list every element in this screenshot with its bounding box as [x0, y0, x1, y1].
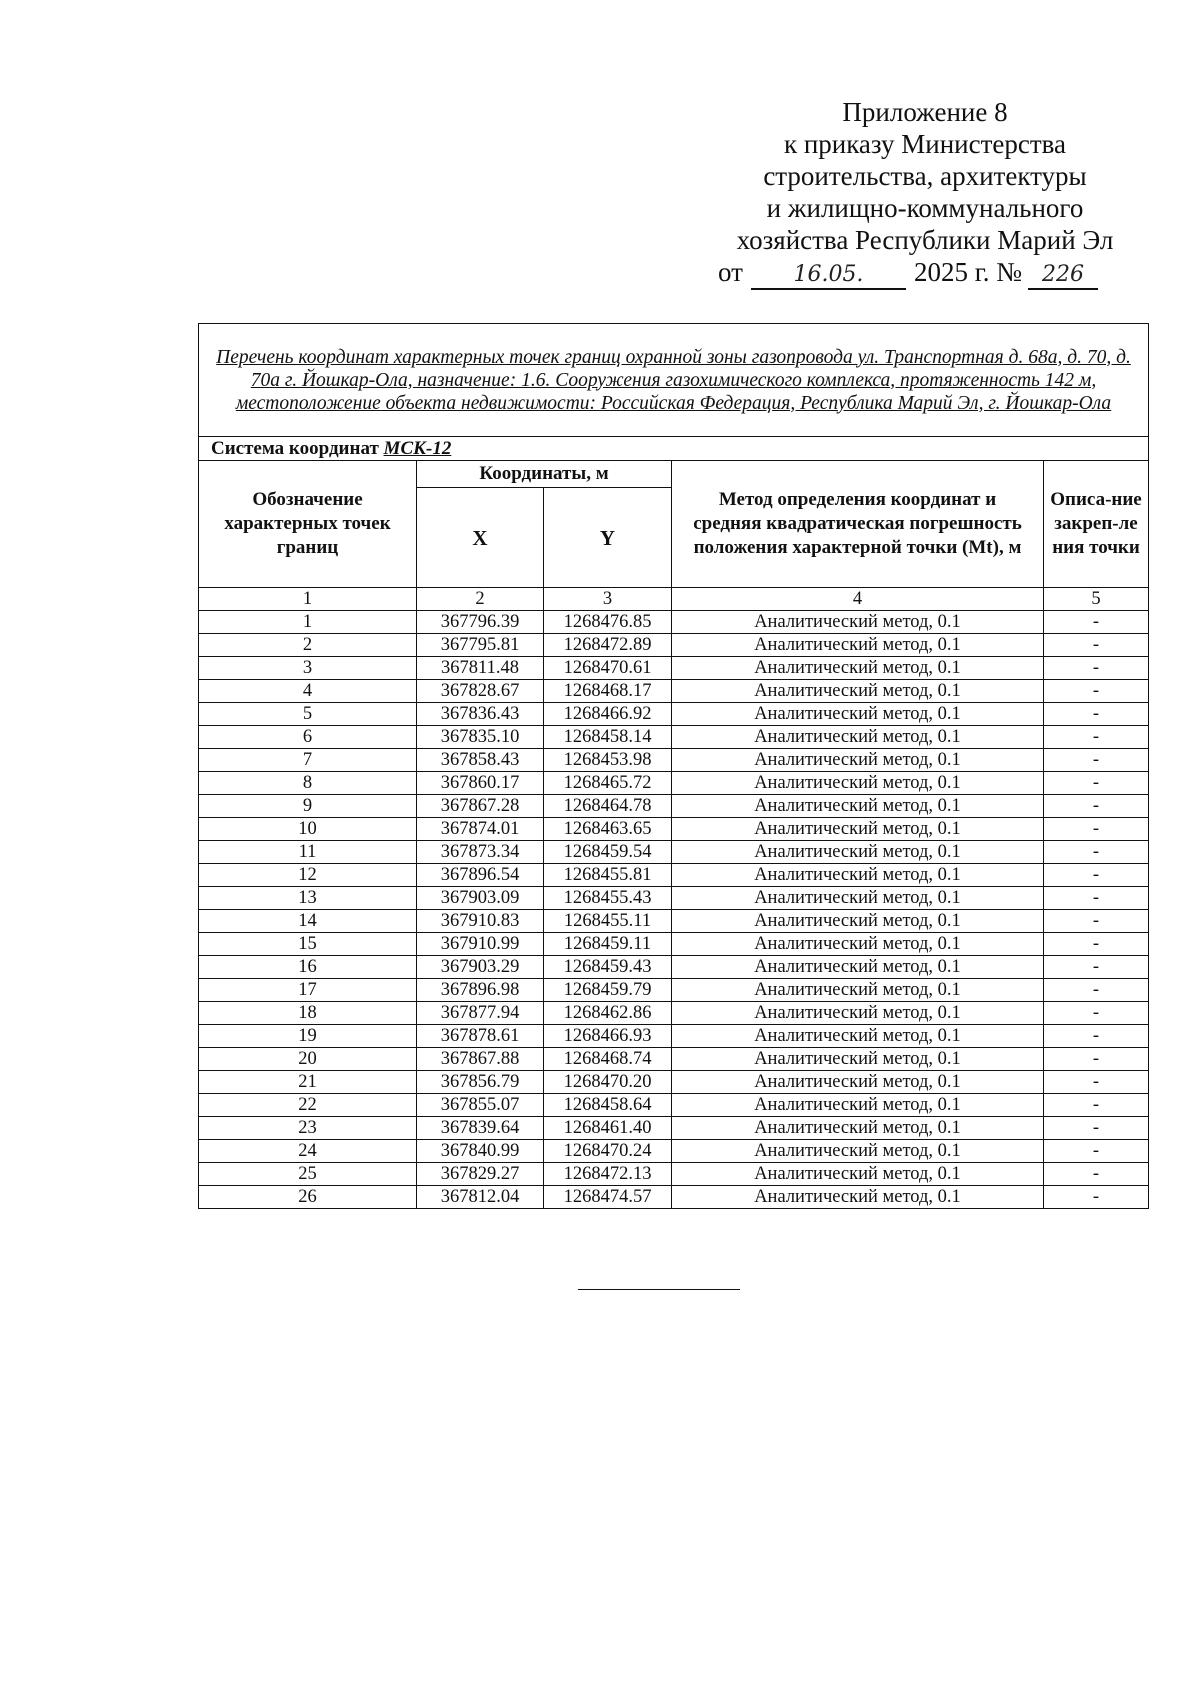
x-coordinate-cell: 367829.27 [417, 1163, 544, 1186]
point-number-cell: 3 [199, 657, 417, 680]
method-cell: Аналитический метод, 0.1 [672, 864, 1044, 887]
x-coordinate-cell: 367873.34 [417, 841, 544, 864]
x-coordinate-cell: 367860.17 [417, 772, 544, 795]
method-cell: Аналитический метод, 0.1 [672, 1163, 1044, 1186]
fixation-cell: - [1044, 1094, 1149, 1117]
point-number-cell: 21 [199, 1071, 417, 1094]
header-row-1 [199, 461, 1149, 488]
table-row [199, 611, 1149, 634]
method-cell: Аналитический метод, 0.1 [672, 634, 1044, 657]
header-point: Обозначение характерных точек границ [199, 461, 417, 588]
header-ministry-line3: хозяйства Республики Марий Эл [736, 225, 1114, 255]
caption-row [199, 324, 1149, 437]
y-coordinate-cell: 1268453.98 [544, 749, 672, 772]
point-number-cell: 7 [199, 749, 417, 772]
fixation-cell: - [1044, 956, 1149, 979]
x-coordinate-cell: 367910.99 [417, 933, 544, 956]
coordinate-system [199, 437, 1149, 461]
method-cell: Аналитический метод, 0.1 [672, 703, 1044, 726]
table-row [199, 1140, 1149, 1163]
point-number-cell: 8 [199, 772, 417, 795]
x-coordinate-cell: 367836.43 [417, 703, 544, 726]
table-row [199, 726, 1149, 749]
point-number-cell: 2 [199, 634, 417, 657]
table-row [199, 1117, 1149, 1140]
method-cell: Аналитический метод, 0.1 [672, 933, 1044, 956]
table-row [199, 657, 1149, 680]
point-number-cell: 11 [199, 841, 417, 864]
point-number-cell: 26 [199, 1186, 417, 1209]
y-coordinate-cell: 1268459.54 [544, 841, 672, 864]
point-number-cell: 12 [199, 864, 417, 887]
fixation-cell: - [1044, 611, 1149, 634]
fixation-cell: - [1044, 795, 1149, 818]
y-coordinate-cell: 1268468.17 [544, 680, 672, 703]
header-ministry-line2: и жилищно-коммунального [766, 193, 1084, 223]
coordinates-table [198, 323, 1149, 1209]
y-coordinate-cell: 1268455.11 [544, 910, 672, 933]
header-ministry-line1: строительства, архитектуры [763, 161, 1087, 191]
method-cell: Аналитический метод, 0.1 [672, 772, 1044, 795]
x-coordinate-cell: 367877.94 [417, 1002, 544, 1025]
table-caption: Перечень координат характерных точек границ охранной зоны газопровода ул. Транспортная д. 68а, д. 70, д. 70а г. Йошкар-Ола, назначение: 1.6. Сооружения газохимического комплекса, протяженность 142 м, местоположение объекта недвижимости: Российская Федерация, Республика Марий Эл, г. Йошкар-Ола [199, 324, 1149, 437]
y-coordinate-cell: 1268464.78 [544, 795, 672, 818]
x-coordinate-cell: 367795.81 [417, 634, 544, 657]
point-number-cell: 5 [199, 703, 417, 726]
fixation-cell: - [1044, 657, 1149, 680]
fixation-cell: - [1044, 1071, 1149, 1094]
table-row [199, 1071, 1149, 1094]
closing-rule [578, 1289, 740, 1290]
order-number-handwritten: 226 [1028, 262, 1098, 290]
fixation-cell: - [1044, 818, 1149, 841]
x-coordinate-cell: 367896.98 [417, 979, 544, 1002]
fixation-cell: - [1044, 1163, 1149, 1186]
column-number-row [199, 588, 1149, 611]
y-coordinate-cell: 1268470.24 [544, 1140, 672, 1163]
x-coordinate-cell: 367840.99 [417, 1140, 544, 1163]
method-cell: Аналитический метод, 0.1 [672, 749, 1044, 772]
y-coordinate-cell: 1268463.65 [544, 818, 672, 841]
point-number-cell: 19 [199, 1025, 417, 1048]
header-method: Метод определения координат и средняя квадратическая погрешность положения характерной точки (Mt), м [672, 461, 1044, 588]
y-coordinate-cell: 1268455.81 [544, 864, 672, 887]
table-row [199, 956, 1149, 979]
fixation-cell: - [1044, 910, 1149, 933]
x-coordinate-cell: 367811.48 [417, 657, 544, 680]
x-coordinate-cell: 367867.28 [417, 795, 544, 818]
x-coordinate-cell: 367867.88 [417, 1048, 544, 1071]
point-number-cell: 23 [199, 1117, 417, 1140]
col-number: 2 [417, 588, 544, 611]
y-coordinate-cell: 1268470.61 [544, 657, 672, 680]
x-coordinate-cell: 367812.04 [417, 1186, 544, 1209]
method-cell: Аналитический метод, 0.1 [672, 1117, 1044, 1140]
x-coordinate-cell: 367796.39 [417, 611, 544, 634]
fixation-cell: - [1044, 749, 1149, 772]
point-number-cell: 4 [199, 680, 417, 703]
point-number-cell: 22 [199, 1094, 417, 1117]
table-row [199, 795, 1149, 818]
method-cell: Аналитический метод, 0.1 [672, 1094, 1044, 1117]
x-coordinate-cell: 367835.10 [417, 726, 544, 749]
y-coordinate-cell: 1268466.92 [544, 703, 672, 726]
y-coordinate-cell: 1268459.43 [544, 956, 672, 979]
method-cell: Аналитический метод, 0.1 [672, 1025, 1044, 1048]
fixation-cell: - [1044, 680, 1149, 703]
header-coords: Координаты, м [417, 461, 672, 488]
method-cell: Аналитический метод, 0.1 [672, 887, 1044, 910]
y-coordinate-cell: 1268472.89 [544, 634, 672, 657]
col-number: 3 [544, 588, 672, 611]
y-coordinate-cell: 1268455.43 [544, 887, 672, 910]
year-text: 2025 г. № [913, 257, 1022, 287]
point-number-cell: 9 [199, 795, 417, 818]
point-number-cell: 20 [199, 1048, 417, 1071]
table-row [199, 749, 1149, 772]
col-number: 5 [1044, 588, 1149, 611]
fixation-cell: - [1044, 864, 1149, 887]
header-appendix: Приложение 8 [842, 97, 1008, 127]
table-row [199, 933, 1149, 956]
fixation-cell: - [1044, 841, 1149, 864]
method-cell: Аналитический метод, 0.1 [672, 726, 1044, 749]
x-coordinate-cell: 367903.29 [417, 956, 544, 979]
fixation-cell: - [1044, 772, 1149, 795]
method-cell: Аналитический метод, 0.1 [672, 1048, 1044, 1071]
y-coordinate-cell: 1268459.79 [544, 979, 672, 1002]
table-row [199, 887, 1149, 910]
y-coordinate-cell: 1268465.72 [544, 772, 672, 795]
method-cell: Аналитический метод, 0.1 [672, 910, 1044, 933]
fixation-cell: - [1044, 703, 1149, 726]
y-coordinate-cell: 1268472.13 [544, 1163, 672, 1186]
method-cell: Аналитический метод, 0.1 [672, 956, 1044, 979]
x-coordinate-cell: 367903.09 [417, 887, 544, 910]
point-number-cell: 17 [199, 979, 417, 1002]
coordinate-system-value: МСК-12 [383, 437, 452, 459]
method-cell: Аналитический метод, 0.1 [672, 1140, 1044, 1163]
y-coordinate-cell: 1268458.14 [544, 726, 672, 749]
point-number-cell: 16 [199, 956, 417, 979]
method-cell: Аналитический метод, 0.1 [672, 795, 1044, 818]
y-coordinate-cell: 1268459.11 [544, 933, 672, 956]
x-coordinate-cell: 367878.61 [417, 1025, 544, 1048]
method-cell: Аналитический метод, 0.1 [672, 1186, 1044, 1209]
col-number: 4 [672, 588, 1044, 611]
fixation-cell: - [1044, 1117, 1149, 1140]
method-cell: Аналитический метод, 0.1 [672, 657, 1044, 680]
table-row [199, 864, 1149, 887]
header-x: X [417, 488, 544, 588]
system-row [199, 437, 1149, 461]
y-coordinate-cell: 1268468.74 [544, 1048, 672, 1071]
table-row [199, 772, 1149, 795]
x-coordinate-cell: 367874.01 [417, 818, 544, 841]
y-coordinate-cell: 1268476.85 [544, 611, 672, 634]
fixation-cell: - [1044, 887, 1149, 910]
header-desc: Описа-ние закреп-ления точки [1044, 461, 1149, 588]
point-number-cell: 13 [199, 887, 417, 910]
y-coordinate-cell: 1268470.20 [544, 1071, 672, 1094]
y-coordinate-cell: 1268466.93 [544, 1025, 672, 1048]
fixation-cell: - [1044, 1002, 1149, 1025]
header-order-line: к приказу Министерства [783, 129, 1067, 159]
fixation-cell: - [1044, 1025, 1149, 1048]
table-row [199, 1186, 1149, 1209]
table-row [199, 680, 1149, 703]
x-coordinate-cell: 367828.67 [417, 680, 544, 703]
point-number-cell: 18 [199, 1002, 417, 1025]
point-number-cell: 15 [199, 933, 417, 956]
point-number-cell: 1 [199, 611, 417, 634]
date-prefix: от [718, 257, 743, 287]
x-coordinate-cell: 367856.79 [417, 1071, 544, 1094]
fixation-cell: - [1044, 1140, 1149, 1163]
table-row [199, 1094, 1149, 1117]
point-number-cell: 14 [199, 910, 417, 933]
table-row [199, 634, 1149, 657]
fixation-cell: - [1044, 1186, 1149, 1209]
point-number-cell: 6 [199, 726, 417, 749]
table-row [199, 1002, 1149, 1025]
table-row [199, 910, 1149, 933]
fixation-cell: - [1044, 726, 1149, 749]
y-coordinate-cell: 1268462.86 [544, 1002, 672, 1025]
point-number-cell: 10 [199, 818, 417, 841]
col-number: 1 [199, 588, 417, 611]
y-coordinate-cell: 1268474.57 [544, 1186, 672, 1209]
table-row [199, 979, 1149, 1002]
x-coordinate-cell: 367855.07 [417, 1094, 544, 1117]
document-header [700, 96, 1150, 290]
date-handwritten: 16.05. [751, 262, 906, 290]
x-coordinate-cell: 367896.54 [417, 864, 544, 887]
table-row [199, 818, 1149, 841]
fixation-cell: - [1044, 634, 1149, 657]
table-row [199, 1163, 1149, 1186]
x-coordinate-cell: 367839.64 [417, 1117, 544, 1140]
method-cell: Аналитический метод, 0.1 [672, 1002, 1044, 1025]
fixation-cell: - [1044, 1048, 1149, 1071]
method-cell: Аналитический метод, 0.1 [672, 979, 1044, 1002]
header-y: Y [544, 488, 672, 588]
point-number-cell: 24 [199, 1140, 417, 1163]
method-cell: Аналитический метод, 0.1 [672, 1071, 1044, 1094]
table-row [199, 841, 1149, 864]
y-coordinate-cell: 1268461.40 [544, 1117, 672, 1140]
header-date-line [700, 256, 1150, 290]
x-coordinate-cell: 367910.83 [417, 910, 544, 933]
fixation-cell: - [1044, 979, 1149, 1002]
method-cell: Аналитический метод, 0.1 [672, 680, 1044, 703]
table-row [199, 703, 1149, 726]
x-coordinate-cell: 367858.43 [417, 749, 544, 772]
coordinate-system-label: Система координат [211, 437, 379, 459]
method-cell: Аналитический метод, 0.1 [672, 841, 1044, 864]
fixation-cell: - [1044, 933, 1149, 956]
y-coordinate-cell: 1268458.64 [544, 1094, 672, 1117]
method-cell: Аналитический метод, 0.1 [672, 611, 1044, 634]
table-row [199, 1025, 1149, 1048]
point-number-cell: 25 [199, 1163, 417, 1186]
method-cell: Аналитический метод, 0.1 [672, 818, 1044, 841]
table-row [199, 1048, 1149, 1071]
